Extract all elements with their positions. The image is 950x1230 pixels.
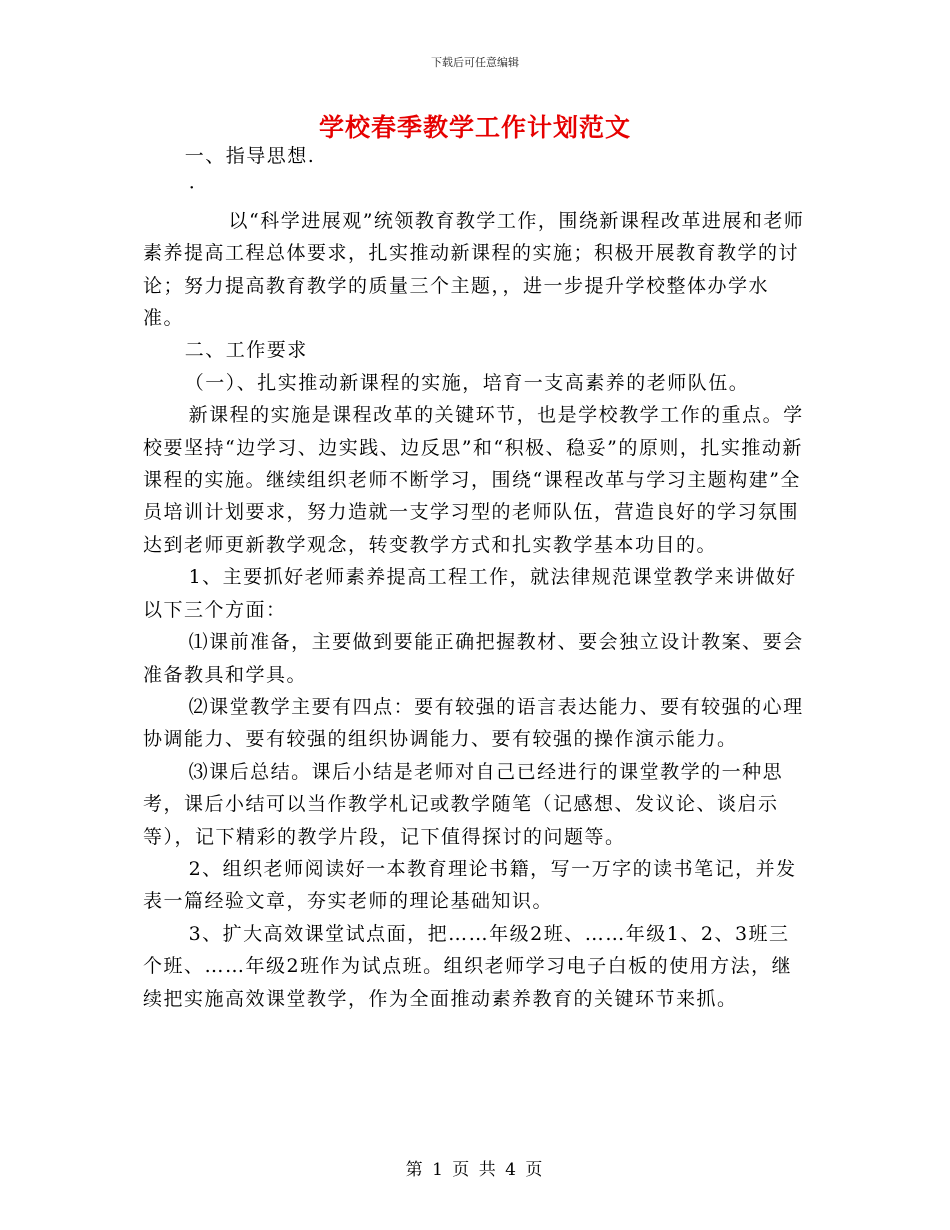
list-item-1-sub-3: ⑶课后总结。课后小结是老师对自己已经进行的课堂教学的一种思考，课后小结可以当作教学札记或教学随笔（记感想、发议论、谈启示等），记下精彩的教学片段，记下值得探讨的问题等。 bbox=[143, 760, 784, 848]
subheading-new-curriculum: （一）、扎实推动新课程的实施，培育一支高素养的老师队伍。 bbox=[184, 371, 750, 394]
section-heading-guiding-thought: 一、指导思想. bbox=[184, 145, 316, 167]
section-heading-work-requirements: 二、工作要求 bbox=[184, 339, 308, 362]
bullet-dot: · bbox=[188, 177, 197, 200]
paragraph-new-curriculum: 新课程的实施是课程改革的关键环节，也是学校教学工作的重点。学校要坚持“边学习、边实践、边反思”和“积极、稳妥”的原则，扎实推动新课程的实施。继续组织老师不断学习，围绕“课程改革与学习主题构建”全员培训计划要求，努力造就一支学习型的老师队伍，营造良好的学习氛围达到老师更新教学观念，转变教学方式和扎实教学基本功目的。 bbox=[143, 404, 804, 556]
list-item-1: 1、主要抓好老师素养提高工程工作，就法律规范课堂教学来讲做好以下三个方面： bbox=[143, 566, 797, 621]
list-item-3: 3、扩大高效课堂试点面，把……年级2班、……年级1、2、3班三个班、……年级2班作为试点班。组织老师学习电子白板的使用方法，继续把实施高效课堂教学，作为全面推动素养教育的关键环节来抓。 bbox=[143, 922, 793, 1010]
document-title: 学校春季教学工作计划范文 bbox=[318, 113, 631, 142]
list-item-2: 2、组织老师阅读好一本教育理论书籍，写一万字的读书笔记，并发表一篇经验文章，夯实老师的理论基础知识。 bbox=[143, 857, 797, 913]
paragraph-guiding-thought: 以“科学进展观”统领教育教学工作，围绕新课程改革进展和老师素养提高工程总体要求，扎实推动新课程的实施；积极开展教育教学的讨论；努力提高教育教学的质量三个主题，，进一步提升学校整体办学水准。 bbox=[143, 209, 805, 330]
header-note: 下载后可任意编辑 bbox=[431, 56, 519, 69]
list-item-1-sub-1: ⑴课前准备，主要做到要能正确把握教材、要会独立设计教案、要会准备教具和学具。 bbox=[143, 631, 804, 686]
page-footer: 第 1 页 共 4 页 bbox=[405, 1160, 545, 1180]
list-item-1-sub-2: ⑵课堂教学主要有四点：要有较强的语言表达能力、要有较强的心理协调能力、要有较强的组织协调能力、要有较强的操作演示能力。 bbox=[143, 695, 804, 751]
document-body bbox=[143, 140, 808, 1015]
